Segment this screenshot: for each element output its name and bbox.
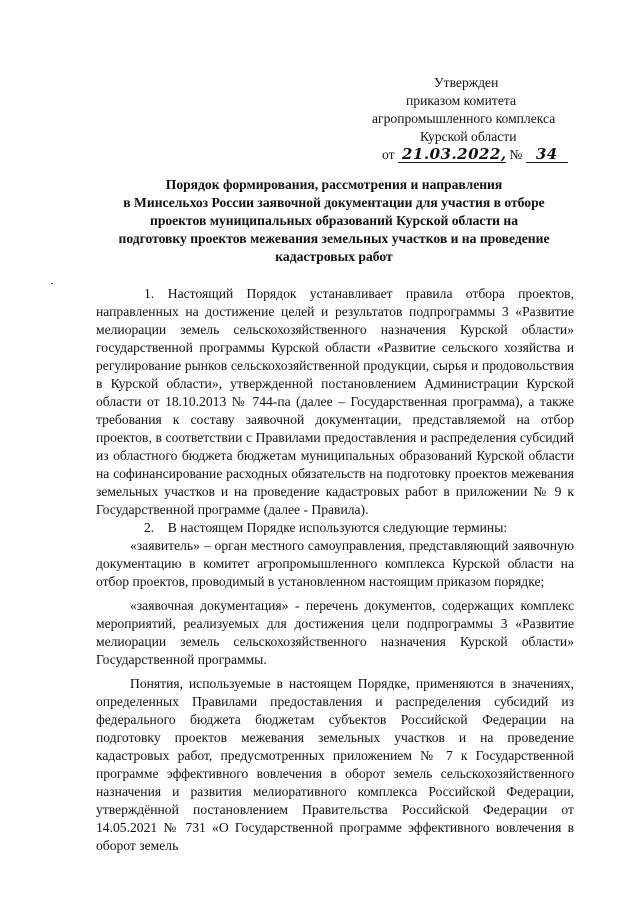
approval-line-committee: агропромышленного комплекса — [372, 111, 556, 126]
term-applicant: «заявитель» – орган местного самоуправления, представляющий заявочную документацию в комитет агропромышленного комплекса Курской области на отбор проектов, проводимый в установленном настоящим приказом порядке; — [96, 538, 574, 589]
document-body — [96, 285, 574, 855]
title-line: в Минсельхоз России заявочной документации для участия в отборе — [123, 195, 545, 210]
handwritten-date: 21.03.2022, — [398, 146, 506, 163]
paragraph-2: 2. В настоящем Порядке используются следующие термины: — [144, 520, 508, 535]
title-line: Порядок формирования, рассмотрения и направления — [165, 177, 503, 192]
document-title — [96, 176, 572, 266]
title-line: кадастровых работ — [275, 249, 393, 264]
handwritten-number: 34 — [526, 146, 568, 163]
from-label: от — [382, 147, 395, 162]
approval-line-region: Курской области — [420, 129, 517, 144]
approval-date-line — [372, 146, 602, 164]
term-application-docs: «заявочная документация» - перечень документов, содержащих комплекс мероприятий, реализуемых для достижения цели подпрограммы 3 «Развитие мелиорации земель сельскохозяйственного назначения Курской области» Государственной программы. — [96, 598, 574, 667]
title-line: проектов муниципальных образований Курской области на — [149, 213, 518, 228]
approval-stamp — [372, 74, 602, 164]
number-label: № — [509, 147, 523, 162]
approval-line-approved: Утвержден — [434, 75, 499, 90]
paragraph-concepts: Понятия, используемые в настоящем Порядке, применяются в значениях, определенных Правилами предоставления и распределения субсидий из федерального бюджета бюджетам субъектов Российской Федерации на подготовку проектов межевания земельных участков и на проведение кадастровых работ, предусмотренных приложением № 7 к Государственной программе эффективного вовлечения в оборот земель сельскохозяйственного назначения и развития мелиоративного комплекса Российской Федерации, утверждённой постановлением Правительства Российской Федерации от 14.05.2021 № 731 «О Государственной программе эффективного вовлечения в оборот земель — [96, 676, 574, 853]
title-line: подготовку проектов межевания земельных участков и на проведение — [118, 231, 550, 246]
scan-speck — [51, 283, 53, 284]
paragraph-1: 1. Настоящий Порядок устанавливает правила отбора проектов, направленных на достижение целей и результатов подпрограммы 3 «Развитие мелиорации земель сельскохозяйственного назначения Курской области» государственной программы Курской области «Развитие сельского хозяйства и регулирование рынков сельскохозяйственной продукции, сырья и продовольствия в Курской области», утвержденной постановлением Администрации Курской области от 18.10.2013 № 744-па (далее – Государственная программа), а также требования к составу заявочной документации, представляемой на отбор проектов, в соответствии с Правилами предоставления и распределения субсидий из областного бюджета бюджетам муниципальных образований Курской области на софинансирование расходных обязательств на подготовку проектов межевания земельных участков и на проведение кадастровых работ в приложении № 9 к Государственной программе (далее - Правила). — [96, 286, 574, 517]
approval-line-order: приказом комитета — [406, 93, 517, 108]
